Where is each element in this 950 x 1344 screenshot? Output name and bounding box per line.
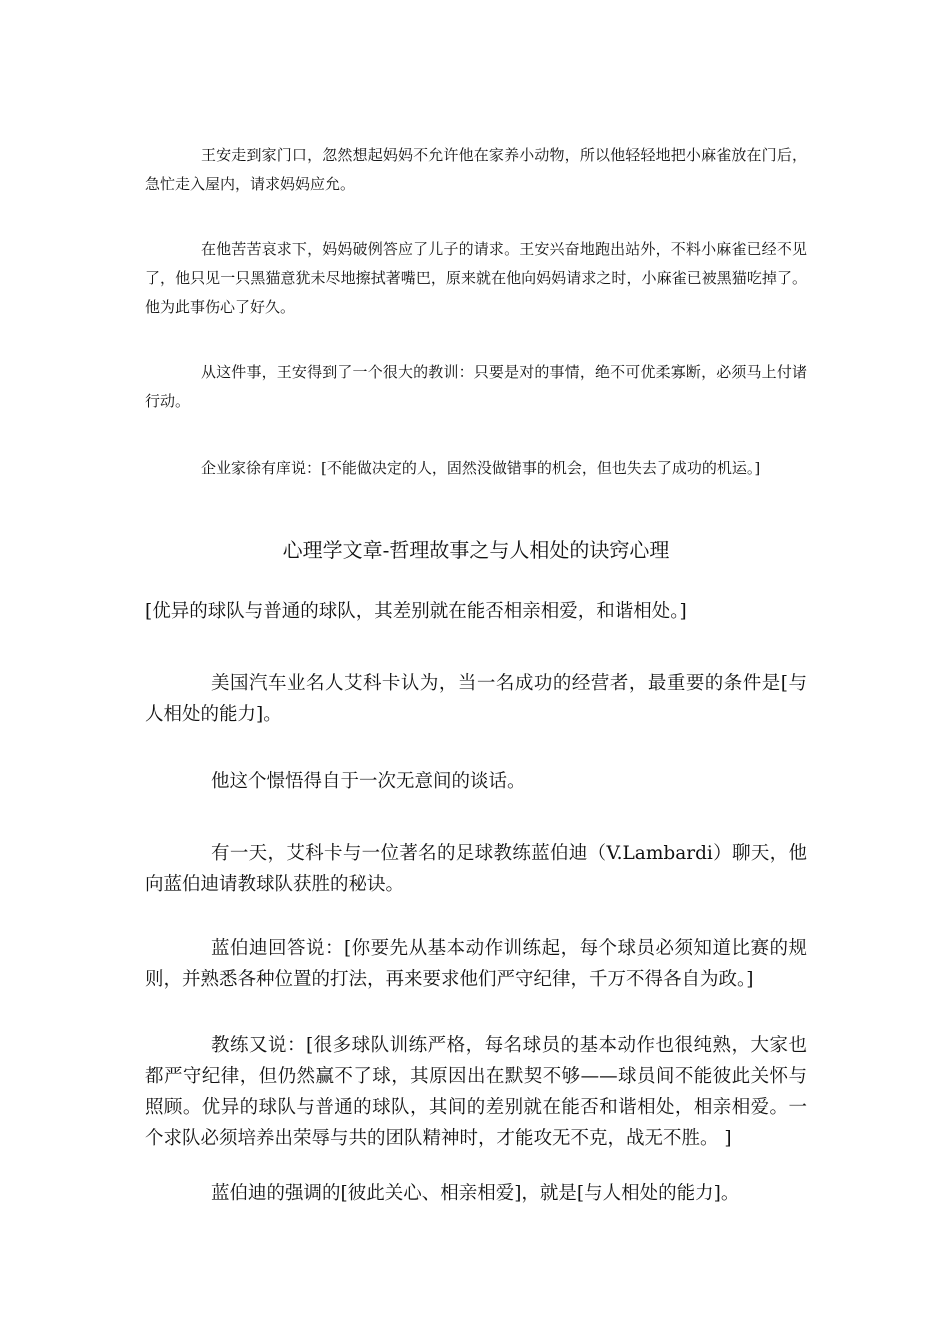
paragraph-wangan-request: 在他苦苦哀求下，妈妈破例答应了儿子的请求。王安兴奋地跑出站外，不料小麻雀已经不见了，他只见一只黑猫意犹未尽地擦拭著嘴巴，原来就在他向妈妈请求之时，小麻雀已被黑猫吃掉了。他为此事伤心了好久。 — [145, 240, 807, 316]
paragraph-lambardi-answer: 蓝伯迪回答说：[你要先从基本动作训练起，每个球员必须知道比赛的规则，并熟悉各种位置的打法，再来要求他们严守纪律，千万不得各自为政。] — [145, 938, 807, 990]
paragraph-iacocca: 美国汽车业名人艾科卡认为，当一名成功的经营者，最重要的条件是[与人相处的能力]。 — [145, 673, 807, 725]
paragraph-lambardi-chat: 有一天，艾科卡与一位著名的足球教练蓝伯迪（V.Lambardi）聊天，他向蓝伯迪请教球队获胜的秘诀。 — [145, 843, 807, 895]
paragraph-wangan-lesson: 从这件事，王安得到了一个很大的教训：只要是对的事情，绝不可优柔寡断，必须马上付诸行动。 — [145, 363, 807, 410]
paragraph-wangan-door: 王安走到家门口，忽然想起妈妈不允许他在家养小动物，所以他轻轻地把小麻雀放在门后，急忙走入屋内，请求妈妈应允。 — [145, 146, 807, 193]
paragraph-insight: 他这个憬悟得自于一次无意间的谈话。 — [211, 771, 526, 792]
article-lead-quote: [优异的球队与普通的球队，其差别就在能否相亲相爱，和谐相处。] — [145, 601, 687, 622]
paragraph-coach-says: 教练又说：[很多球队训练严格，每名球员的基本动作也很纯熟，大家也都严守纪律，但仍然赢不了球，其原因出在默契不够——球员间不能彼此关怀与照顾。优异的球队与普通的球队，其间的差别就在能否和谐相处，相亲相爱。一个求队必须培养出荣辱与共的团队精神时，才能攻无不克，战无不胜。 ] — [145, 1035, 807, 1149]
article-title: 心理学文章-哲理故事之与人相处的诀窍心理 — [282, 538, 670, 562]
paragraph-conclusion: 蓝伯迪的强调的[彼此关心、相亲相爱]，就是[与人相处的能力]。 — [211, 1183, 740, 1204]
paragraph-xu-quote: 企业家徐有庠说：[不能做决定的人，固然没做错事的机会，但也失去了成功的机运。] — [201, 459, 761, 477]
